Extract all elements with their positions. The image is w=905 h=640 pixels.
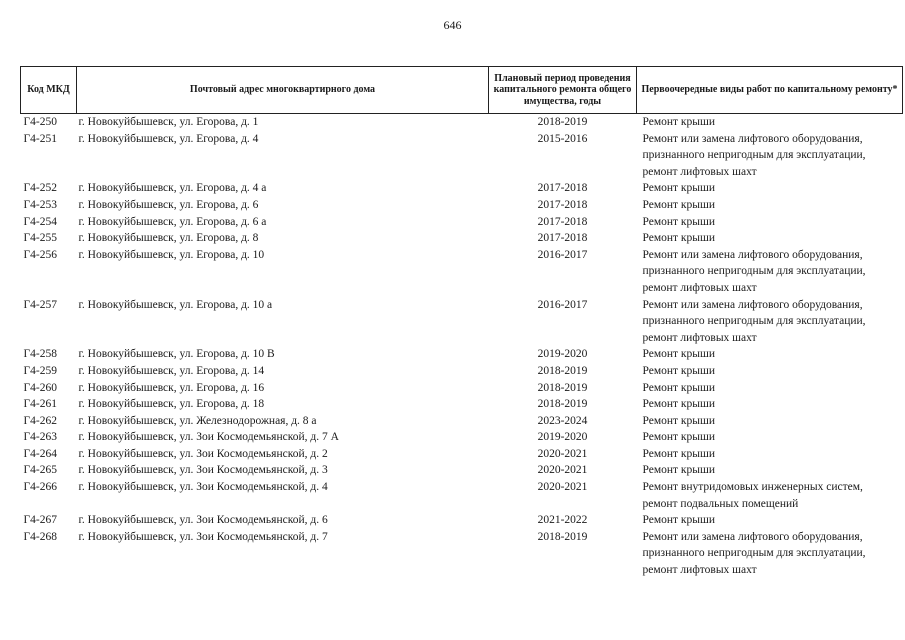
cell-code: Г4-254 bbox=[23, 215, 57, 228]
cell-works bbox=[637, 529, 903, 579]
page-number: 646 bbox=[443, 18, 462, 32]
cell-period: 2019-2020 bbox=[537, 431, 588, 444]
work-line: Ремонт или замена лифтового оборудования, bbox=[642, 530, 863, 543]
table-row bbox=[21, 363, 903, 380]
cell-address: г. Новокуйбышевск, ул. Егорова, д. 1 bbox=[78, 116, 259, 128]
work-line: признанного непригодным для эксплуатации, bbox=[642, 149, 866, 162]
cell-works bbox=[637, 396, 903, 413]
cell-address: г. Новокуйбышевск, ул. Зои Космодемьянской, д. 2 bbox=[78, 447, 328, 460]
cell-period: 2020-2021 bbox=[537, 447, 588, 460]
cell-period: 2019-2020 bbox=[537, 348, 588, 361]
cell-code: Г4-251 bbox=[23, 132, 57, 145]
header-works: Первоочередные виды работ по капитальному ремонту* bbox=[637, 67, 903, 114]
cell-period: 2015-2016 bbox=[537, 132, 588, 145]
work-line: Ремонт крыши bbox=[642, 198, 716, 211]
work-line: Ремонт крыши bbox=[642, 215, 716, 228]
cell-address: г. Новокуйбышевск, ул. Егорова, д. 6 а bbox=[78, 215, 267, 228]
work-line: Ремонт крыши bbox=[642, 116, 716, 128]
work-line: Ремонт крыши bbox=[642, 348, 716, 361]
table-row bbox=[21, 230, 903, 247]
work-line: Ремонт крыши bbox=[642, 182, 716, 195]
work-line: Ремонт или замена лифтового оборудования, bbox=[642, 298, 863, 311]
cell-works bbox=[637, 512, 903, 529]
cell-works bbox=[637, 131, 903, 181]
cell-code: Г4-258 bbox=[23, 348, 57, 361]
work-line: Ремонт крыши bbox=[642, 514, 716, 527]
cell-address: г. Новокуйбышевск, ул. Зои Космодемьянской, д. 4 bbox=[78, 481, 328, 494]
cell-code: Г4-260 bbox=[23, 381, 57, 394]
work-line: ремонт лифтовых шахт bbox=[642, 165, 757, 178]
work-line: Ремонт крыши bbox=[642, 364, 716, 377]
work-line: Ремонт внутридомовых инженерных систем, bbox=[642, 481, 863, 494]
table-row bbox=[21, 413, 903, 430]
cell-works bbox=[637, 346, 903, 363]
cell-works bbox=[637, 214, 903, 231]
table-row bbox=[21, 429, 903, 446]
cell-works bbox=[637, 114, 903, 131]
cell-works bbox=[637, 429, 903, 446]
cell-code: Г4-263 bbox=[23, 431, 57, 444]
work-line: Ремонт крыши bbox=[642, 431, 716, 444]
work-line: Ремонт крыши bbox=[642, 447, 716, 460]
cell-works bbox=[637, 380, 903, 397]
cell-code: Г4-264 bbox=[23, 447, 57, 460]
table-row bbox=[21, 462, 903, 479]
cell-address: г. Новокуйбышевск, ул. Егорова, д. 10 а bbox=[78, 298, 273, 311]
cell-address: г. Новокуйбышевск, ул. Егорова, д. 8 bbox=[78, 232, 259, 245]
cell-code: Г4-257 bbox=[23, 298, 57, 311]
table-row bbox=[21, 180, 903, 197]
cell-works bbox=[637, 247, 903, 297]
cell-code: Г4-265 bbox=[23, 464, 57, 477]
cell-period: 2018-2019 bbox=[537, 530, 588, 543]
cell-address: г. Новокуйбышевск, ул. Егорова, д. 16 bbox=[78, 381, 265, 394]
cell-address: г. Новокуйбышевск, ул. Зои Космодемьянской, д. 7 bbox=[78, 530, 328, 543]
cell-address: г. Новокуйбышевск, ул. Зои Космодемьянской, д. 7 А bbox=[78, 431, 339, 444]
cell-period: 2016-2017 bbox=[537, 248, 588, 261]
cell-code: Г4-267 bbox=[23, 514, 57, 527]
cell-address: г. Новокуйбышевск, ул. Егорова, д. 4 bbox=[78, 132, 259, 145]
table-row bbox=[21, 214, 903, 231]
cell-works bbox=[637, 446, 903, 463]
cell-address: г. Новокуйбышевск, ул. Егорова, д. 14 bbox=[78, 364, 265, 377]
cell-code: Г4-252 bbox=[23, 182, 57, 195]
cell-address: г. Новокуйбышевск, ул. Егорова, д. 6 bbox=[78, 198, 259, 211]
table-row bbox=[21, 247, 903, 297]
cell-works bbox=[637, 180, 903, 197]
header-address: Почтовый адрес многоквартирного дома bbox=[77, 67, 489, 114]
work-line: признанного непригодным для эксплуатации, bbox=[642, 265, 866, 278]
cell-period: 2018-2019 bbox=[537, 381, 588, 394]
cell-works bbox=[637, 197, 903, 214]
cell-period: 2018-2019 bbox=[537, 116, 588, 128]
work-line: признанного непригодным для эксплуатации, bbox=[642, 315, 866, 328]
cell-code: Г4-255 bbox=[23, 232, 57, 245]
table-row bbox=[21, 346, 903, 363]
cell-code: Г4-256 bbox=[23, 248, 57, 261]
work-line: признанного непригодным для эксплуатации, bbox=[642, 547, 866, 560]
cell-code: Г4-261 bbox=[23, 398, 57, 411]
work-line: Ремонт крыши bbox=[642, 232, 716, 245]
work-line: ремонт подвальных помещений bbox=[642, 497, 799, 510]
table-row bbox=[21, 114, 903, 131]
cell-period: 2017-2018 bbox=[537, 232, 588, 245]
cell-address: г. Новокуйбышевск, ул. Егорова, д. 10 В bbox=[78, 348, 275, 361]
work-line: Ремонт или замена лифтового оборудования, bbox=[642, 248, 863, 261]
table-row bbox=[21, 512, 903, 529]
table-row bbox=[21, 297, 903, 347]
cell-period: 2017-2018 bbox=[537, 215, 588, 228]
work-line: ремонт лифтовых шахт bbox=[642, 564, 757, 577]
work-line: Ремонт крыши bbox=[642, 414, 716, 427]
cell-address: г. Новокуйбышевск, ул. Егорова, д. 10 bbox=[78, 248, 265, 261]
cell-period: 2017-2018 bbox=[537, 182, 588, 195]
table-row bbox=[21, 479, 903, 512]
cell-period: 2023-2024 bbox=[537, 414, 588, 427]
cell-address: г. Новокуйбышевск, ул. Егорова, д. 18 bbox=[78, 398, 265, 411]
cell-period: 2020-2021 bbox=[537, 464, 588, 477]
table-row bbox=[21, 380, 903, 397]
cell-address: г. Новокуйбышевск, ул. Зои Космодемьянской, д. 3 bbox=[78, 464, 328, 477]
cell-period: 2018-2019 bbox=[537, 364, 588, 377]
cell-period: 2021-2022 bbox=[537, 514, 588, 527]
cell-works bbox=[637, 297, 903, 347]
work-line: ремонт лифтовых шахт bbox=[642, 331, 757, 344]
table-row bbox=[21, 396, 903, 413]
table-body bbox=[21, 114, 903, 579]
header-code: Код МКД bbox=[21, 67, 77, 114]
cell-code: Г4-250 bbox=[23, 116, 57, 128]
cell-code: Г4-259 bbox=[23, 364, 57, 377]
table-row bbox=[21, 529, 903, 579]
cell-period: 2020-2021 bbox=[537, 481, 588, 494]
header-period: Плановый период проведения капитального ремонта общего имущества, годы bbox=[489, 67, 637, 114]
capital-repair-table bbox=[20, 66, 903, 579]
cell-address: г. Новокуйбышевск, ул. Егорова, д. 4 а bbox=[78, 182, 267, 195]
table-header bbox=[21, 67, 903, 114]
cell-works bbox=[637, 462, 903, 479]
cell-code: Г4-268 bbox=[23, 530, 57, 543]
cell-period: 2018-2019 bbox=[537, 398, 588, 411]
cell-works bbox=[637, 479, 903, 512]
table-row bbox=[21, 197, 903, 214]
cell-works bbox=[637, 413, 903, 430]
cell-address: г. Новокуйбышевск, ул. Зои Космодемьянской, д. 6 bbox=[78, 514, 328, 527]
table-row bbox=[21, 446, 903, 463]
cell-period: 2016-2017 bbox=[537, 298, 588, 311]
work-line: Ремонт крыши bbox=[642, 464, 716, 477]
work-line: Ремонт крыши bbox=[642, 398, 716, 411]
cell-code: Г4-253 bbox=[23, 198, 57, 211]
cell-address: г. Новокуйбышевск, ул. Железнодорожная, д. 8 а bbox=[78, 414, 317, 427]
table-row bbox=[21, 131, 903, 181]
cell-code: Г4-262 bbox=[23, 414, 57, 427]
cell-code: Г4-266 bbox=[23, 481, 57, 494]
work-line: ремонт лифтовых шахт bbox=[642, 281, 757, 294]
cell-period: 2017-2018 bbox=[537, 198, 588, 211]
cell-works bbox=[637, 230, 903, 247]
work-line: Ремонт крыши bbox=[642, 381, 716, 394]
work-line: Ремонт или замена лифтового оборудования, bbox=[642, 132, 863, 145]
cell-works bbox=[637, 363, 903, 380]
